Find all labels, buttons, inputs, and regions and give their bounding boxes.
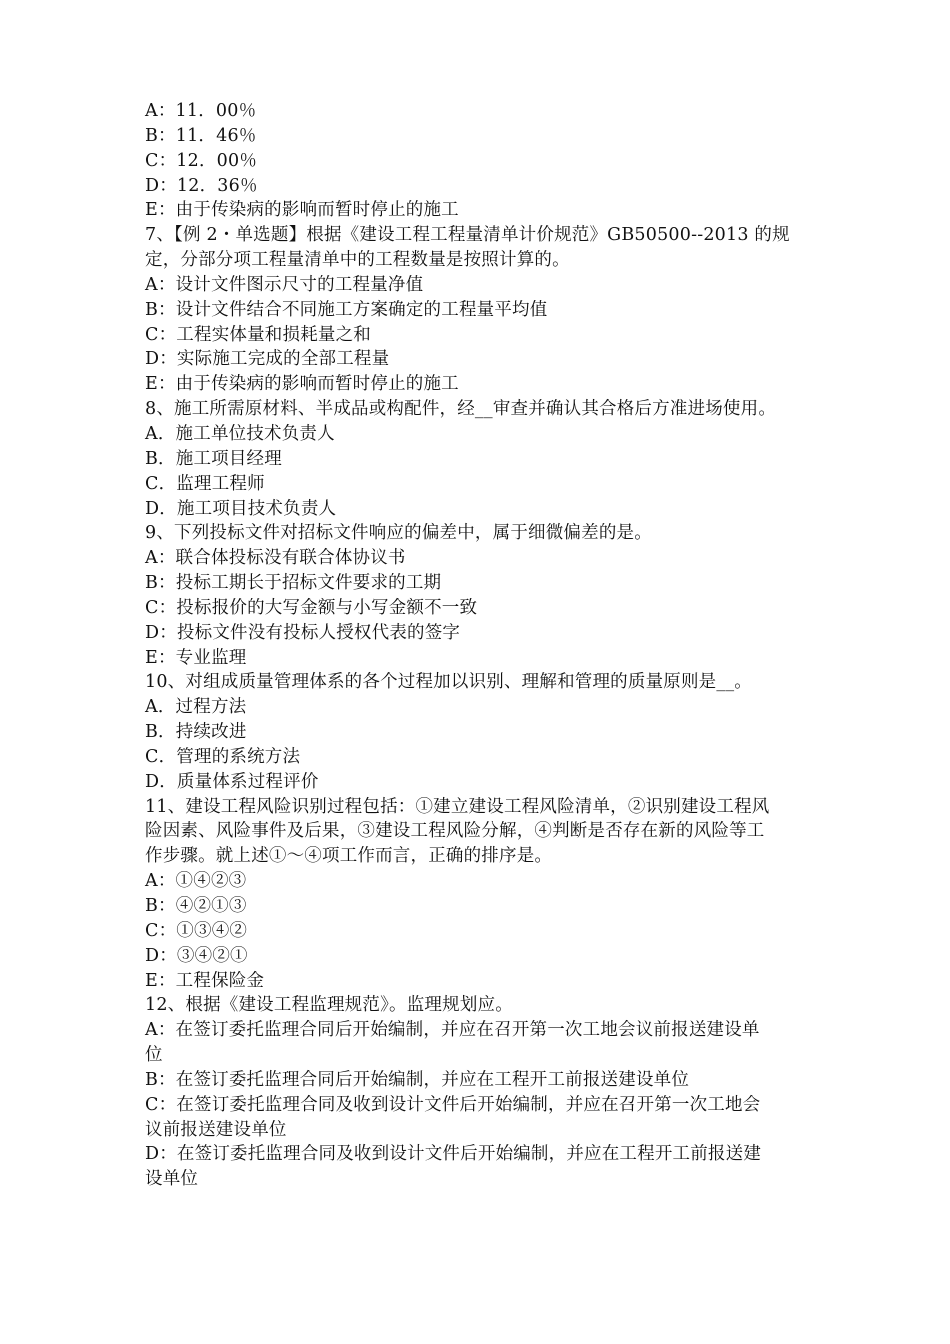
option-d-q10: D．质量体系过程评价 [145, 771, 319, 792]
question-11-line-1: 11、建设工程风险识别过程包括：①建立建设工程风险清单，②识别建设工程风 [145, 796, 770, 817]
option-c-q10: C．管理的系统方法 [145, 746, 301, 767]
option-c-q12-line-2: 议前报送建设单位 [145, 1119, 287, 1140]
option-a-q6: A：11．00％ [145, 101, 257, 121]
question-7-line-1: 7、【例 2・单选题】根据《建设工程工程量清单计价规范》GB50500--2013 的规 [145, 225, 790, 246]
option-e-q9: E：专业监理 [145, 647, 247, 668]
option-b-q9: B：投标工期长于招标文件要求的工期 [145, 573, 442, 594]
option-d-q8: D．施工项目技术负责人 [145, 498, 337, 519]
option-b-q11: B：④②①③ [145, 896, 247, 916]
question-11-line-2: 险因素、风险事件及后果，③建设工程风险分解，④判断是否存在新的风险等工 [145, 821, 765, 842]
option-c-q12-line-1: C：在签订委托监理合同及收到设计文件后开始编制，并应在召开第一次工地会 [145, 1094, 761, 1115]
option-d-q12-line-1: D：在签订委托监理合同及收到设计文件后开始编制，并应在工程开工前报送建 [145, 1144, 762, 1165]
option-b-q8: B．施工项目经理 [145, 448, 282, 469]
option-e-q7: E：由于传染病的影响而暂时停止的施工 [145, 374, 459, 395]
option-e-q11: E：工程保险金 [145, 970, 265, 991]
option-d-q11: D：③④②① [145, 945, 248, 966]
option-b-q6: B：11．46％ [145, 125, 257, 146]
document-body [145, 99, 817, 1192]
option-a-q12-line-1: A：在签订委托监理合同后开始编制，并应在召开第一次工地会议前报送建设单 [145, 1020, 760, 1041]
option-b-q12: B：在签订委托监理合同后开始编制，并应在工程开工前报送建设单位 [145, 1069, 690, 1090]
option-d-q6: D：12．36％ [145, 175, 258, 196]
option-c-q6: C：12．00％ [145, 150, 258, 171]
question-10: 10、对组成质量管理体系的各个过程加以识别、理解和管理的质量原则是__。 [145, 672, 752, 693]
option-d-q12-line-2: 设单位 [145, 1169, 199, 1190]
option-e-q6: E：由于传染病的影响而暂时停止的施工 [145, 200, 459, 221]
question-9: 9、下列投标文件对招标文件响应的偏差中，属于细微偏差的是。 [145, 523, 652, 544]
option-d-q9: D：投标文件没有投标人授权代表的签字 [145, 622, 461, 643]
question-8: 8、施工所需原材料、半成品或构配件，经__审查并确认其合格后方准进场使用。 [145, 399, 777, 420]
option-b-q10: B．持续改进 [145, 722, 247, 743]
option-c-q7: C：工程实体量和损耗量之和 [145, 324, 371, 345]
option-a-q9: A：联合体投标没有联合体协议书 [145, 548, 406, 569]
option-c-q8: C．监理工程师 [145, 473, 265, 494]
option-a-q12-line-2: 位 [145, 1045, 163, 1066]
option-a-q11: A：①④②③ [145, 871, 247, 892]
question-11-line-3: 作步骤。就上述①～④项工作而言，正确的排序是。 [145, 846, 553, 867]
option-b-q7: B：设计文件结合不同施工方案确定的工程量平均值 [145, 299, 548, 320]
option-c-q11: C：①③④② [145, 920, 248, 941]
option-a-q10: A．过程方法 [145, 697, 247, 718]
option-c-q9: C：投标报价的大写金额与小写金额不一致 [145, 597, 478, 618]
question-12: 12、根据《建设工程监理规范》。监理规划应。 [145, 995, 513, 1016]
option-a-q8: A．施工单位技术负责人 [145, 423, 335, 444]
question-7-line-2: 定，分部分项工程量清单中的工程数量是按照计算的。 [145, 250, 570, 271]
option-a-q7: A：设计文件图示尺寸的工程量净值 [145, 274, 424, 295]
option-d-q7: D：实际施工完成的全部工程量 [145, 349, 390, 370]
